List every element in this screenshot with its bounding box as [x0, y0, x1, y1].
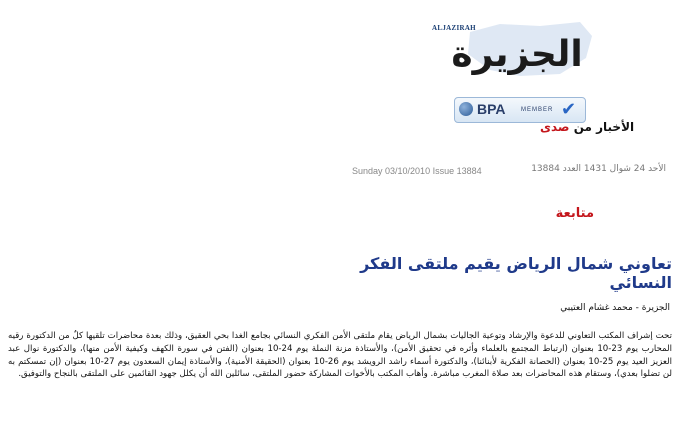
logo-latin-text: ALJAZIRAH — [432, 24, 476, 32]
article-body: تحت إشراف المكتب التعاوني للدعوة والإرشاد وتوعية الجاليات بشمال الرياض يقام ملتقى الأمن الفكري النسائي بجامع الغدا بحي العقيق، وذلك بعدة محاضرات تلقيها كلٌ من الدكتورة رقيه المحارب يوم 23-10 بعنوان (ارتباط المجتمع بالعلماء وأثره في تحقيق الأمن)، والأستاذة مزنة النملة يوم 24-10 بعنوان (الفتن في سورة الكهف وكيفية الأمن منها)، والدكتورة نوال عبد العزيز العيد يوم 25-10 بعنوان (الحصانة الفكرية لأبنائنا)، والدكتورة أسماء راشد الرويشد يوم 26-10 بعنوان (الحقيقة الأمنية)، والأستاذة إيمان السعدون يوم 27-10 بعنوان (إن تمسكتم به لن تضلوا بعدي)، وستقام هذه المحاضرات بعد صلاة المغرب مباشرة. وأهاب المكتب بالأخوات المشاركة حضور الملتقى، سائلين الله أن يكلل جهود القائمين على الملتقى بالنجاح والتوفيق. — [8, 331, 672, 380]
date-line-arabic: الأحد 24 شوال 1431 العدد 13884 — [531, 164, 666, 174]
article-byline: الجزيرة - محمد غشام العتيبي — [560, 303, 670, 313]
news-source-prefix: الأخبار من — [569, 120, 635, 134]
bpa-member-label: MEMBER — [521, 107, 554, 113]
checkmark-icon: ✔ — [561, 99, 577, 120]
logo-arabic-text: الجزيرة — [451, 34, 583, 75]
date-line-english: Sunday 03/10/2010 Issue 13884 — [352, 166, 482, 176]
news-source-line — [540, 120, 634, 134]
section-label: متابعة — [555, 206, 594, 221]
news-source-brand: صدى — [540, 120, 570, 134]
globe-icon — [459, 102, 473, 116]
bpa-label: BPA — [477, 101, 506, 117]
article-headline: تعاوني شمال الرياض يقيم ملتقى الفكر النسائي — [360, 254, 672, 292]
